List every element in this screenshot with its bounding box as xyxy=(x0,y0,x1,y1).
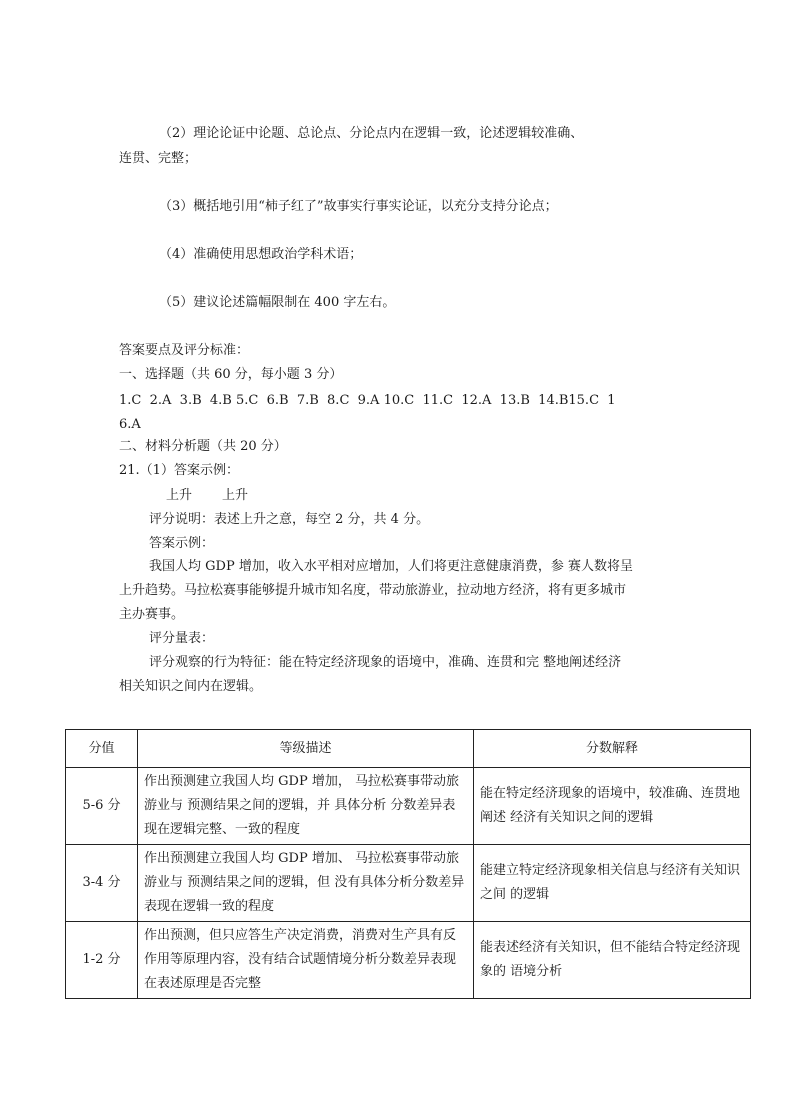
scoring-table xyxy=(65,729,751,999)
table-row xyxy=(66,922,751,999)
rubric-label: 评分量表： xyxy=(149,631,215,646)
example-label: 答案示例： xyxy=(149,536,215,551)
example-line-1: 我国人均 GDP 增加，收入水平相对应增加，人们将更注意健康消费，参 赛人数将呈 xyxy=(149,559,633,574)
requirement-2-line2: 连贯、完整； xyxy=(119,151,198,166)
header-score: 分值 xyxy=(66,730,138,768)
section2-title: 二、材料分析题（共 20 分） xyxy=(119,439,287,454)
score-value: 1-2 分 xyxy=(66,922,138,999)
blank-2: 上升 xyxy=(222,488,249,503)
rubric-line-1: 评分观察的行为特征：能在特定经济现象的语境中，准确、连贯和完 整地阐述经济 xyxy=(149,655,622,670)
section1-title: 一、选择题（共 60 分，每小题 3 分） xyxy=(119,367,343,382)
example-line-3: 主办赛事。 xyxy=(119,607,185,622)
level-description: 作出预测建立我国人均 GDP 增加， 马拉松赛事带动旅游业与 预测结果之间的逻辑，并 具体分析 分数差异表现在逻辑完整、一致的程度 xyxy=(138,768,474,845)
table-row xyxy=(66,845,751,922)
q21-blanks xyxy=(166,486,278,506)
blank-1: 上升 xyxy=(166,488,193,503)
table-header-row xyxy=(66,730,751,768)
score-value: 5-6 分 xyxy=(66,768,138,845)
requirement-3: （3）概括地引用“柿子红了”故事实行事实论证，以充分支持分论点； xyxy=(159,199,558,214)
header-level-description: 等级描述 xyxy=(138,730,474,768)
level-description: 作出预测建立我国人均 GDP 增加、 马拉松赛事带动旅游业与 预测结果之间的逻辑，但 没有具体分析分数差异表现在逻辑一致的程度 xyxy=(138,845,474,922)
score-value: 3-4 分 xyxy=(66,845,138,922)
scoring-note: 评分说明：表述上升之意，每空 2 分，共 4 分。 xyxy=(149,512,430,527)
section1-answers-line2: 6.A xyxy=(119,417,141,432)
requirement-5: （5）建议论述篇幅限制在 400 字左右。 xyxy=(159,295,396,310)
q21-label: 21.（1）答案示例： xyxy=(119,463,239,478)
requirement-2-line1: （2）理论论证中论题、总论点、分论点内在逻辑一致，论述逻辑较准确、 xyxy=(159,126,584,141)
answer-header: 答案要点及评分标准： xyxy=(119,343,250,358)
section1-answers-line1: 1.C 2.A 3.B 4.B 5.C 6.B 7.B 8.C 9.A 10.C 11.C 12.A 13.B 14.B15.C 1 xyxy=(119,393,616,408)
requirement-4: （4）准确使用思想政治学科术语； xyxy=(159,247,363,262)
score-explanation: 能表述经济有关知识，但不能结合特定经济现象的 语境分析 xyxy=(474,922,751,999)
table-row xyxy=(66,768,751,845)
header-score-explanation: 分数解释 xyxy=(474,730,751,768)
example-line-2: 上升趋势。马拉松赛事能够提升城市知名度，带动旅游业，拉动地方经济，将有更多城市 xyxy=(119,583,627,598)
rubric-line-2: 相关知识之间内在逻辑。 xyxy=(119,679,263,694)
score-explanation: 能建立特定经济现象相关信息与经济有关知识之间 的逻辑 xyxy=(474,845,751,922)
score-explanation: 能在特定经济现象的语境中，较准确、连贯地阐述 经济有关知识之间的逻辑 xyxy=(474,768,751,845)
level-description: 作出预测，但只应答生产决定消费，消费对生产具有反作用等原理内容，没有结合试题情境分析分数差异表现在表述原理是否完整 xyxy=(138,922,474,999)
